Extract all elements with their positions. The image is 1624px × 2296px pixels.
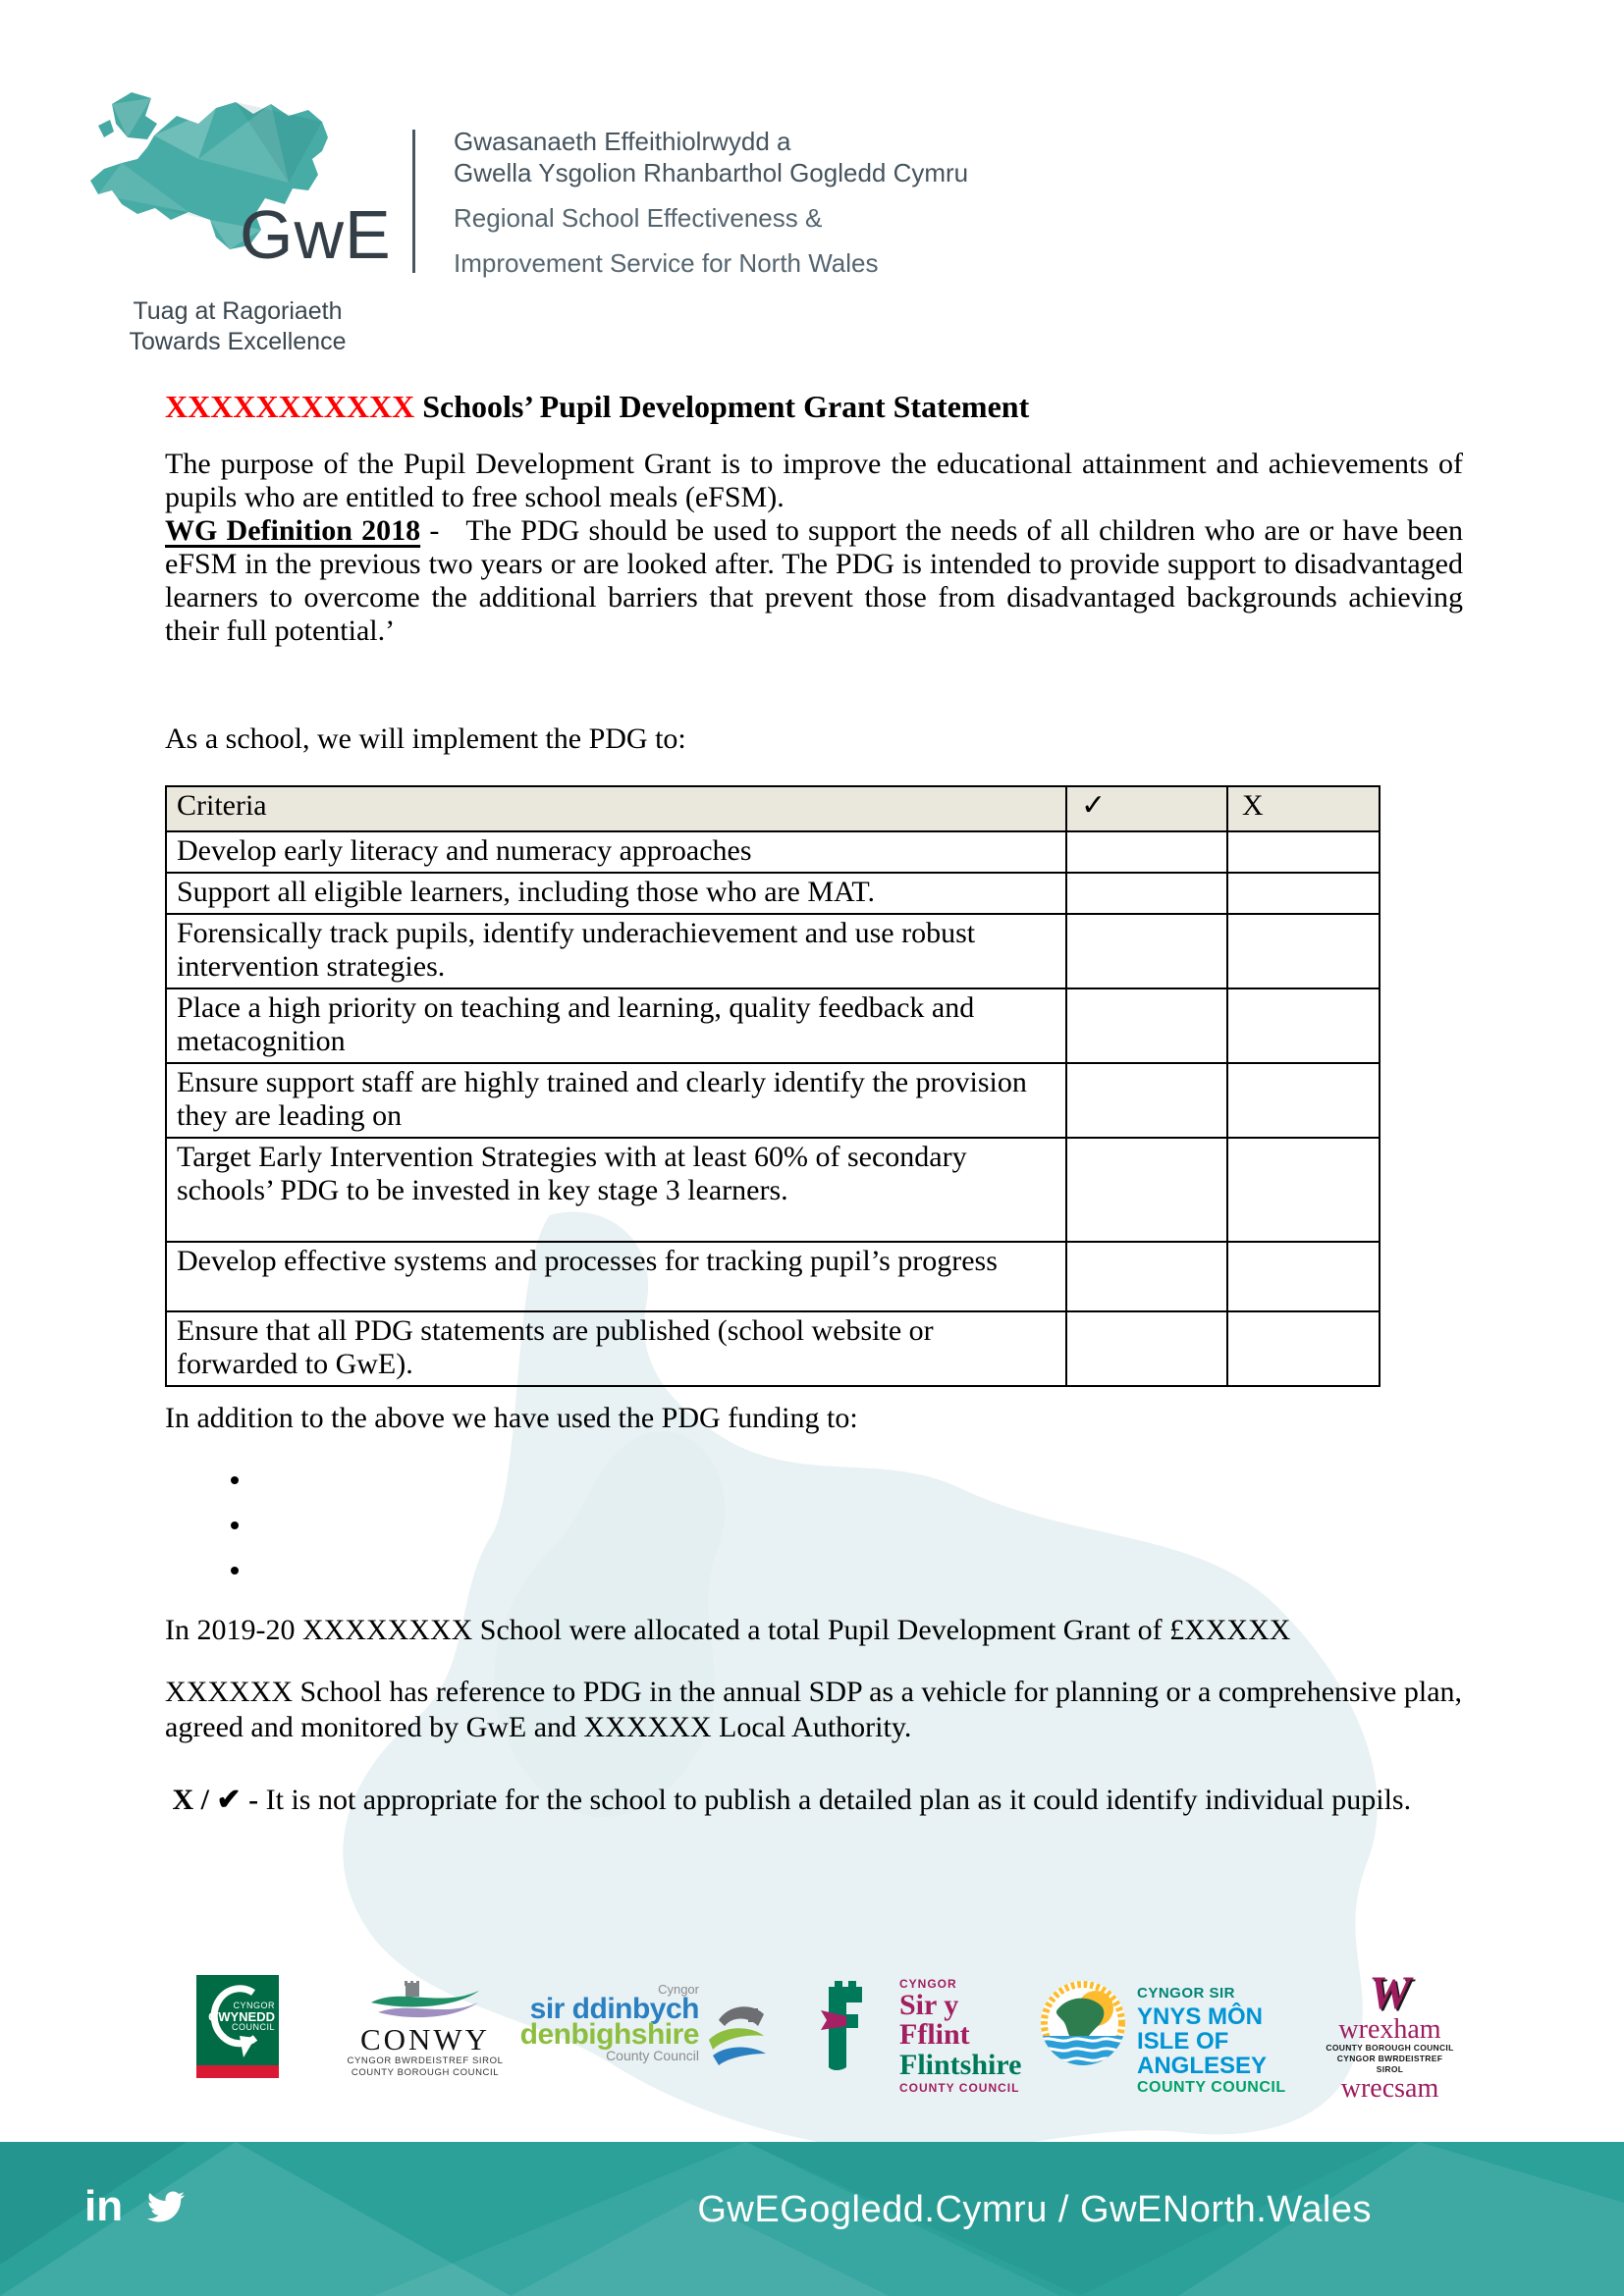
header-service-names xyxy=(454,126,968,279)
gwynedd-council-logo xyxy=(196,1975,283,2081)
table-row xyxy=(166,1311,1380,1386)
conwy-sub-welsh: CYNGOR BWRDEISTREF SIROL xyxy=(347,2056,504,2066)
denbighshire-welsh-name: sir ddinbych xyxy=(529,1993,699,2025)
tagline-welsh: Tuag at Ragoriaeth xyxy=(133,297,343,325)
twitter-icon[interactable] xyxy=(144,2188,188,2225)
gwe-tagline xyxy=(115,296,360,357)
table-row xyxy=(166,1242,1380,1311)
gwynedd-text: CYNGOR GWYNEDD COUNCIL xyxy=(208,2001,275,2032)
footer-social-handle[interactable]: GwEGogledd.Cymru / GwENorth.Wales xyxy=(697,2189,1372,2230)
denbighshire-text xyxy=(514,1983,699,2063)
criteria-cell: Develop effective systems and processes for tracking pupil’s progress xyxy=(166,1242,1066,1311)
tick-cell xyxy=(1066,873,1227,914)
anglesey-english-name: ISLE OF ANGLESEY xyxy=(1137,2028,1268,2079)
header-divider xyxy=(412,130,415,273)
x-cell xyxy=(1227,988,1380,1063)
publish-prefix: X / ✔ - xyxy=(165,1784,259,1816)
addition-line: In addition to the above we have used the PDG funding to: xyxy=(165,1402,858,1434)
gwe-logo xyxy=(61,65,434,369)
wrexham-sub-welsh: CYNGOR BWRDEISTREF SIROL xyxy=(1336,2054,1443,2074)
tagline-english: Towards Excellence xyxy=(129,328,347,355)
denbighshire-cyngor: Cyngor xyxy=(658,1982,699,1997)
document-title xyxy=(165,389,1463,425)
table-row xyxy=(166,1063,1380,1138)
x-cell xyxy=(1227,1138,1380,1242)
anglesey-cyngor-sir: CYNGOR SIR xyxy=(1137,1985,1236,2002)
criteria-cell: Forensically track pupils, identify underachievement and use robust intervention strategies. xyxy=(166,914,1066,988)
wrexham-name: wrexham xyxy=(1338,2014,1441,2045)
criteria-cell: Develop early literacy and numeracy approaches xyxy=(166,831,1066,873)
flintshire-text xyxy=(899,1977,1021,2095)
anglesey-island-graphic xyxy=(1039,1979,1127,2067)
denbighshire-english-name: denbighshire xyxy=(519,2018,699,2051)
tick-cell xyxy=(1066,831,1227,873)
anglesey-council-logo xyxy=(1039,1979,1294,2096)
denbighshire-county-council: County Council xyxy=(606,2048,699,2063)
wrexham-w-mark: W xyxy=(1369,1967,1411,2019)
anglesey-welsh-name: YNYS MÔN xyxy=(1137,2003,1264,2030)
criteria-cell: Ensure support staff are highly trained and clearly identify the provision they are leading on xyxy=(166,1063,1066,1138)
flintshire-welsh-name: Sir y Fflint xyxy=(899,1989,970,2051)
empty-bullet-list xyxy=(232,1465,253,1600)
anglesey-county-council: COUNTY COUNCIL xyxy=(1137,2079,1286,2096)
table-row xyxy=(166,914,1380,988)
tick-cell xyxy=(1066,914,1227,988)
linkedin-icon[interactable]: in xyxy=(84,2182,124,2230)
tick-cell xyxy=(1066,988,1227,1063)
table-row xyxy=(166,831,1380,873)
criteria-cell: Target Early Intervention Strategies with at least 60% of secondary schools’ PDG to be invested in key stage 3 learners. xyxy=(166,1138,1066,1242)
table-row xyxy=(166,1138,1380,1242)
tick-cell xyxy=(1066,1138,1227,1242)
service-name-welsh-1: Gwasanaeth Effeithiolrwydd a xyxy=(454,127,791,156)
purpose-paragraph: The purpose of the Pupil Development Grant is to improve the educational attainment and achievements of pupils who are entitled to free school meals (eFSM). xyxy=(165,448,1463,513)
x-column-header: X xyxy=(1227,786,1380,831)
tick-cell xyxy=(1066,1063,1227,1138)
flintshire-castle-f-glyph xyxy=(813,1977,892,2075)
tick-column-header: ✓ xyxy=(1066,786,1227,831)
x-cell xyxy=(1227,914,1380,988)
wrexham-council-logo xyxy=(1324,1967,1456,2104)
wrexham-welsh-name: wrecsam xyxy=(1340,2073,1439,2104)
conwy-council-logo xyxy=(332,1981,518,2079)
anglesey-text xyxy=(1137,1983,1294,2098)
allocation-line: In 2019-20 XXXXXXXX School were allocated a total Pupil Development Grant of £XXXXX xyxy=(165,1614,1291,1646)
denbighshire-castle-graphic xyxy=(705,2001,770,2071)
implement-line: As a school, we will implement the PDG to: xyxy=(165,722,686,755)
criteria-header: Criteria xyxy=(166,786,1066,831)
gwynedd-red-bar xyxy=(196,2065,279,2078)
x-cell xyxy=(1227,1242,1380,1311)
footer-social-icons xyxy=(84,2182,188,2230)
publish-text: It is not appropriate for the school to publish a detailed plan as it could identify individual pupils. xyxy=(258,1784,1412,1816)
table-header-row xyxy=(166,786,1380,831)
conwy-name: CONWY xyxy=(359,2022,491,2056)
criteria-cell: Support all eligible learners, including those who are MAT. xyxy=(166,873,1066,914)
footer-bar xyxy=(0,2142,1624,2296)
wg-definition-text: - The PDG should be used to support the needs of all children who are or have been eFSM in the previous two years or are looked after. The PDG is intended to provide support to disadvantaged learners to overcome the additional barriers that prevent those from disadvantaged backgrounds achieving their full potential.’ xyxy=(165,514,1463,647)
title-text: Schools’ Pupil Development Grant Statement xyxy=(414,389,1030,424)
criteria-table xyxy=(165,785,1379,1387)
gwynedd-green-box xyxy=(196,1975,279,2065)
flintshire-english-name: Flintshire xyxy=(899,2049,1022,2081)
tick-cell xyxy=(1066,1311,1227,1386)
intro-paragraphs xyxy=(165,448,1463,648)
tick-cell xyxy=(1066,1242,1227,1311)
gwe-logo-text: GwE xyxy=(240,196,392,273)
title-redacted-school-name: XXXXXXXXXXX xyxy=(165,389,415,424)
x-cell xyxy=(1227,831,1380,873)
criteria-cell: Place a high priority on teaching and learning, quality feedback and metacognition xyxy=(166,988,1066,1063)
x-cell xyxy=(1227,1311,1380,1386)
sdp-paragraph: XXXXXX School has reference to PDG in the annual SDP as a vehicle for planning or a comprehensive plan, agreed and monitored by GwE and XXXXXX Local Authority. xyxy=(165,1676,1463,1743)
flintshire-cyngor: CYNGOR xyxy=(899,1977,957,1991)
table-row xyxy=(166,873,1380,914)
service-name-welsh-2: Gwella Ysgolion Rhanbarthol Gogledd Cymru xyxy=(454,158,969,187)
service-name-english-2: Improvement Service for North Wales xyxy=(454,248,879,278)
x-cell xyxy=(1227,1063,1380,1138)
service-name-english-1: Regional School Effectiveness & xyxy=(454,203,823,233)
criteria-cell: Ensure that all PDG statements are published (school website or forwarded to GwE). xyxy=(166,1311,1066,1386)
x-cell xyxy=(1227,873,1380,914)
table-row xyxy=(166,988,1380,1063)
wg-definition-label: WG Definition 2018 xyxy=(165,514,421,547)
flintshire-council-logo xyxy=(813,1977,1022,2095)
publish-paragraph xyxy=(165,1783,1463,1818)
flintshire-county-council: COUNTY COUNCIL xyxy=(899,2081,1020,2095)
council-logos-strip xyxy=(0,1967,1624,2104)
wrexham-sub-english: COUNTY BOROUGH COUNCIL xyxy=(1326,2043,1454,2053)
conwy-sub-english: COUNTY BOROUGH COUNCIL xyxy=(351,2067,500,2078)
wg-definition-paragraph xyxy=(165,514,1463,648)
conwy-castle-waves-graphic xyxy=(366,1981,484,2024)
